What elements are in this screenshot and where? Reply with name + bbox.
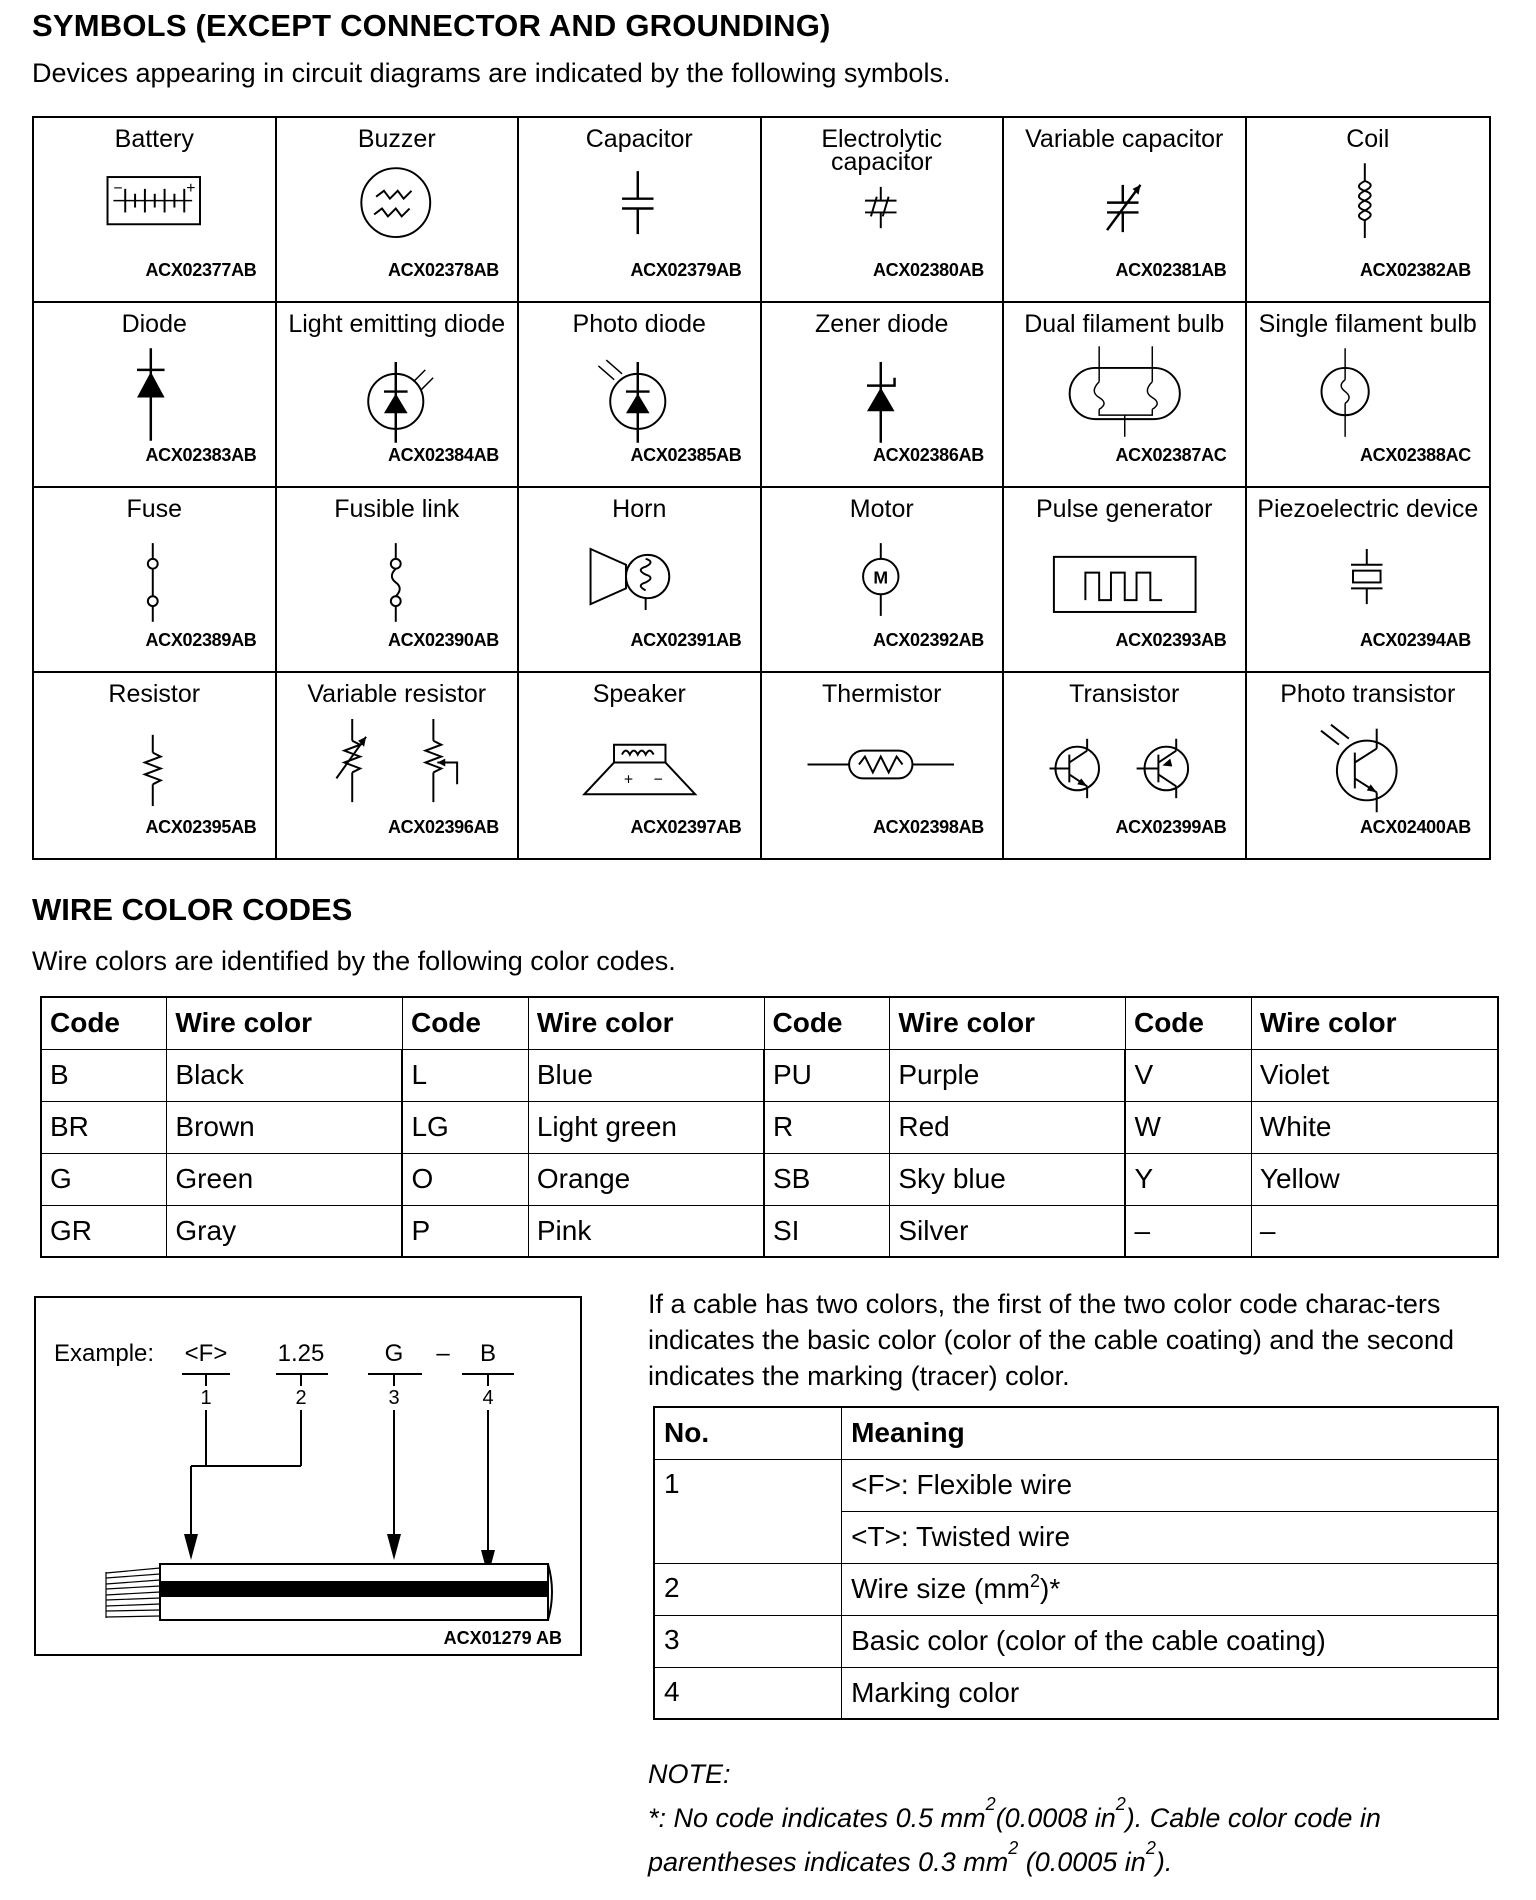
symbol-cell — [519, 118, 762, 303]
symbol-code: ACX02395AB — [145, 817, 257, 837]
symbol-cell — [762, 488, 1005, 673]
meaning-table — [653, 1406, 1499, 1720]
meaning-number: 2 — [654, 1563, 842, 1615]
color-code: SB — [764, 1153, 890, 1205]
symbol-name: Thermistor — [822, 680, 942, 708]
color-name: Sky blue — [890, 1153, 1126, 1205]
speaker-plus: + — [623, 771, 634, 789]
symbol-cell — [519, 673, 762, 858]
meaning-number: 1 — [654, 1459, 842, 1563]
symbol-name: Transistor — [1069, 680, 1180, 708]
example-part-1: <F> — [184, 1340, 228, 1367]
color-name: Yellow — [1251, 1153, 1498, 1205]
color-code: W — [1125, 1101, 1251, 1153]
symbol-cell — [1004, 673, 1247, 858]
color-code: O — [402, 1153, 528, 1205]
symbol-code: ACX02385AB — [630, 445, 742, 465]
symbol-cell — [1004, 118, 1247, 303]
symbol-code: ACX02390AB — [387, 630, 499, 650]
symbol-name: Electrolytic capacitor — [821, 125, 943, 176]
color-code: – — [1125, 1205, 1251, 1257]
symbol-code: ACX02388AC — [1359, 445, 1471, 465]
color-name: Green — [167, 1153, 403, 1205]
symbol-cell — [1247, 673, 1490, 858]
color-code: G — [41, 1153, 167, 1205]
symbol-cell — [1247, 118, 1490, 303]
color-code: BR — [41, 1101, 167, 1153]
color-name: White — [1251, 1101, 1498, 1153]
svg-text:+: + — [186, 179, 196, 197]
color-name: Black — [167, 1049, 403, 1101]
symbol-cell — [277, 673, 520, 858]
table-row — [654, 1563, 1498, 1615]
example-number-1: 1 — [200, 1387, 212, 1409]
table-row — [41, 1101, 1498, 1153]
symbol-name: Speaker — [592, 680, 686, 708]
symbol-cell — [762, 303, 1005, 488]
symbol-code: ACX02400AB — [1359, 817, 1471, 837]
symbol-name: Variable resistor — [307, 680, 487, 708]
table-row — [41, 1205, 1498, 1257]
symbol-cell — [519, 303, 762, 488]
symbol-name: Dual filament bulb — [1024, 310, 1225, 338]
symbol-code: ACX02382AB — [1359, 260, 1471, 280]
header-meaning: Meaning — [842, 1407, 1498, 1459]
meaning-text: Basic color (color of the cable coating) — [842, 1615, 1498, 1667]
symbol-code: ACX02386AB — [872, 445, 984, 465]
symbols-grid — [32, 116, 1491, 860]
symbol-cell — [1004, 303, 1247, 488]
wire-color-title: WIRE COLOR CODES — [32, 892, 353, 927]
example-dash: – — [436, 1340, 450, 1367]
header-code: Code — [1125, 997, 1251, 1049]
symbol-name: Diode — [121, 310, 187, 338]
color-code: Y — [1125, 1153, 1251, 1205]
note-line-2: parentheses indicates 0.3 $mm^2$ (0.0005 $in^2$). — [648, 1838, 1173, 1877]
example-number-2: 2 — [295, 1387, 307, 1409]
meaning-text: Wire size $(mm^2)*$ — [842, 1563, 1498, 1615]
meaning-text: <F>: Flexible wire — [842, 1459, 1498, 1511]
example-label: Example: — [54, 1340, 155, 1367]
symbol-name: Buzzer — [357, 125, 436, 153]
symbol-name: Variable capacitor — [1025, 125, 1224, 153]
header-code: Code — [41, 997, 167, 1049]
symbol-code: ACX02399AB — [1115, 817, 1227, 837]
wire-cable-icon — [106, 1564, 552, 1620]
symbol-name: Battery — [114, 125, 194, 153]
table-row — [654, 1459, 1498, 1511]
symbol-name: Horn — [612, 495, 667, 523]
symbol-name: Fuse — [126, 495, 183, 523]
color-code: P — [402, 1205, 528, 1257]
header-code: Code — [402, 997, 528, 1049]
color-code: L — [402, 1049, 528, 1101]
symbol-cell — [762, 673, 1005, 858]
example-part-3: G — [384, 1340, 404, 1367]
color-code: V — [1125, 1049, 1251, 1101]
example-part-2: 1.25 — [277, 1340, 325, 1367]
symbol-code: ACX02384AB — [387, 445, 499, 465]
symbol-name: Piezoelectric device — [1257, 495, 1479, 523]
symbol-code: ACX02377AB — [145, 260, 257, 280]
color-code: R — [764, 1101, 890, 1153]
table-row — [41, 1049, 1498, 1101]
header-code: Code — [764, 997, 890, 1049]
symbol-cell — [1004, 488, 1247, 673]
header-no: No. — [654, 1407, 842, 1459]
meaning-number: 3 — [654, 1615, 842, 1667]
two-color-explanation: If a cable has two colors, the first of the two color code charac-ters indicates the basic color (color of the cable coating) and the second indicates the marking (tracer) color. — [648, 1289, 1454, 1391]
symbol-code: ACX02391AB — [630, 630, 742, 650]
symbol-name: Photo diode — [572, 310, 706, 338]
symbol-cell — [277, 118, 520, 303]
color-name: Violet — [1251, 1049, 1498, 1101]
speaker-minus: − — [653, 771, 663, 789]
color-code: GR — [41, 1205, 167, 1257]
symbol-name: Motor — [849, 495, 914, 523]
header-wire-color: Wire color — [528, 997, 764, 1049]
svg-text:−: − — [113, 179, 123, 197]
symbol-code: ACX02383AB — [145, 445, 257, 465]
color-name: Purple — [890, 1049, 1126, 1101]
wire-color-header-row — [41, 997, 1498, 1049]
symbol-code: ACX02394AB — [1359, 630, 1471, 650]
example-number-4: 4 — [482, 1387, 494, 1409]
symbol-code: ACX02380AB — [872, 260, 984, 280]
header-wire-color: Wire color — [167, 997, 403, 1049]
color-name: Blue — [528, 1049, 764, 1101]
symbol-code: ACX02389AB — [145, 630, 257, 650]
symbol-cell — [519, 488, 762, 673]
example-part-4: B — [479, 1340, 497, 1367]
symbols-subtitle: Devices appearing in circuit diagrams are indicated by the following symbols. — [32, 58, 951, 88]
color-name: – — [1251, 1205, 1498, 1257]
color-name: Pink — [528, 1205, 764, 1257]
header-wire-color: Wire color — [1251, 997, 1498, 1049]
symbol-code: ACX02378AB — [387, 260, 499, 280]
wire-color-table — [40, 996, 1499, 1258]
symbol-cell — [277, 303, 520, 488]
color-name: Brown — [167, 1101, 403, 1153]
color-name: Red — [890, 1101, 1126, 1153]
symbol-code: ACX02397AB — [630, 817, 742, 837]
symbol-name: Coil — [1346, 125, 1390, 153]
header-wire-color: Wire color — [890, 997, 1126, 1049]
meaning-text: <T>: Twisted wire — [842, 1511, 1498, 1563]
footnote — [648, 1752, 1508, 1884]
color-code: PU — [764, 1049, 890, 1101]
color-name: Silver — [890, 1205, 1126, 1257]
color-code: B — [41, 1049, 167, 1101]
color-code: LG — [402, 1101, 528, 1153]
table-row — [654, 1667, 1498, 1719]
symbol-cell — [34, 673, 277, 858]
symbol-cell — [277, 488, 520, 673]
symbols-title: SYMBOLS (EXCEPT CONNECTOR AND GROUNDING) — [32, 8, 831, 43]
symbol-name: Zener diode — [815, 310, 949, 338]
symbol-code: ACX02379AB — [630, 260, 742, 280]
table-row — [41, 1153, 1498, 1205]
symbol-name: Pulse generator — [1035, 495, 1213, 523]
symbol-name: Fusible link — [334, 495, 460, 523]
table-row — [654, 1615, 1498, 1667]
meaning-header-row — [654, 1407, 1498, 1459]
symbol-name: Light emitting diode — [288, 310, 506, 338]
wire-example-diagram — [34, 1296, 582, 1656]
symbol-code: ACX02387AC — [1115, 445, 1227, 465]
symbol-code: ACX02396AB — [387, 817, 499, 837]
example-number-3: 3 — [388, 1387, 400, 1409]
symbol-code: ACX02392AB — [872, 630, 984, 650]
color-name: Light green — [528, 1101, 764, 1153]
symbol-code: ACX02381AB — [1115, 260, 1227, 280]
note-line-1: *: No code indicates 0.5 $mm^2(0.0008$ $in^2$). Cable color code in — [648, 1794, 1381, 1833]
color-name: Gray — [167, 1205, 403, 1257]
symbol-cell — [34, 488, 277, 673]
color-name: Orange — [528, 1153, 764, 1205]
motor-label: M — [872, 567, 888, 588]
symbol-name: Resistor — [108, 680, 201, 708]
meaning-text: Marking color — [842, 1667, 1498, 1719]
symbol-code: ACX02398AB — [872, 817, 984, 837]
symbol-name: Single filament bulb — [1258, 310, 1477, 338]
symbol-cell — [34, 303, 277, 488]
symbol-code: ACX02393AB — [1115, 630, 1227, 650]
symbol-cell — [762, 118, 1005, 303]
symbol-cell — [1247, 303, 1490, 488]
example-figure-code: ACX01279 AB — [443, 1628, 562, 1648]
wire-color-subtitle: Wire colors are identified by the following color codes. — [32, 946, 676, 976]
symbol-cell — [1247, 488, 1490, 673]
symbol-cell — [34, 118, 277, 303]
note-title: NOTE: — [648, 1759, 731, 1789]
symbol-name: Photo transistor — [1280, 680, 1456, 708]
meaning-number: 4 — [654, 1667, 842, 1719]
color-code: SI — [764, 1205, 890, 1257]
symbol-name: Capacitor — [585, 125, 693, 153]
